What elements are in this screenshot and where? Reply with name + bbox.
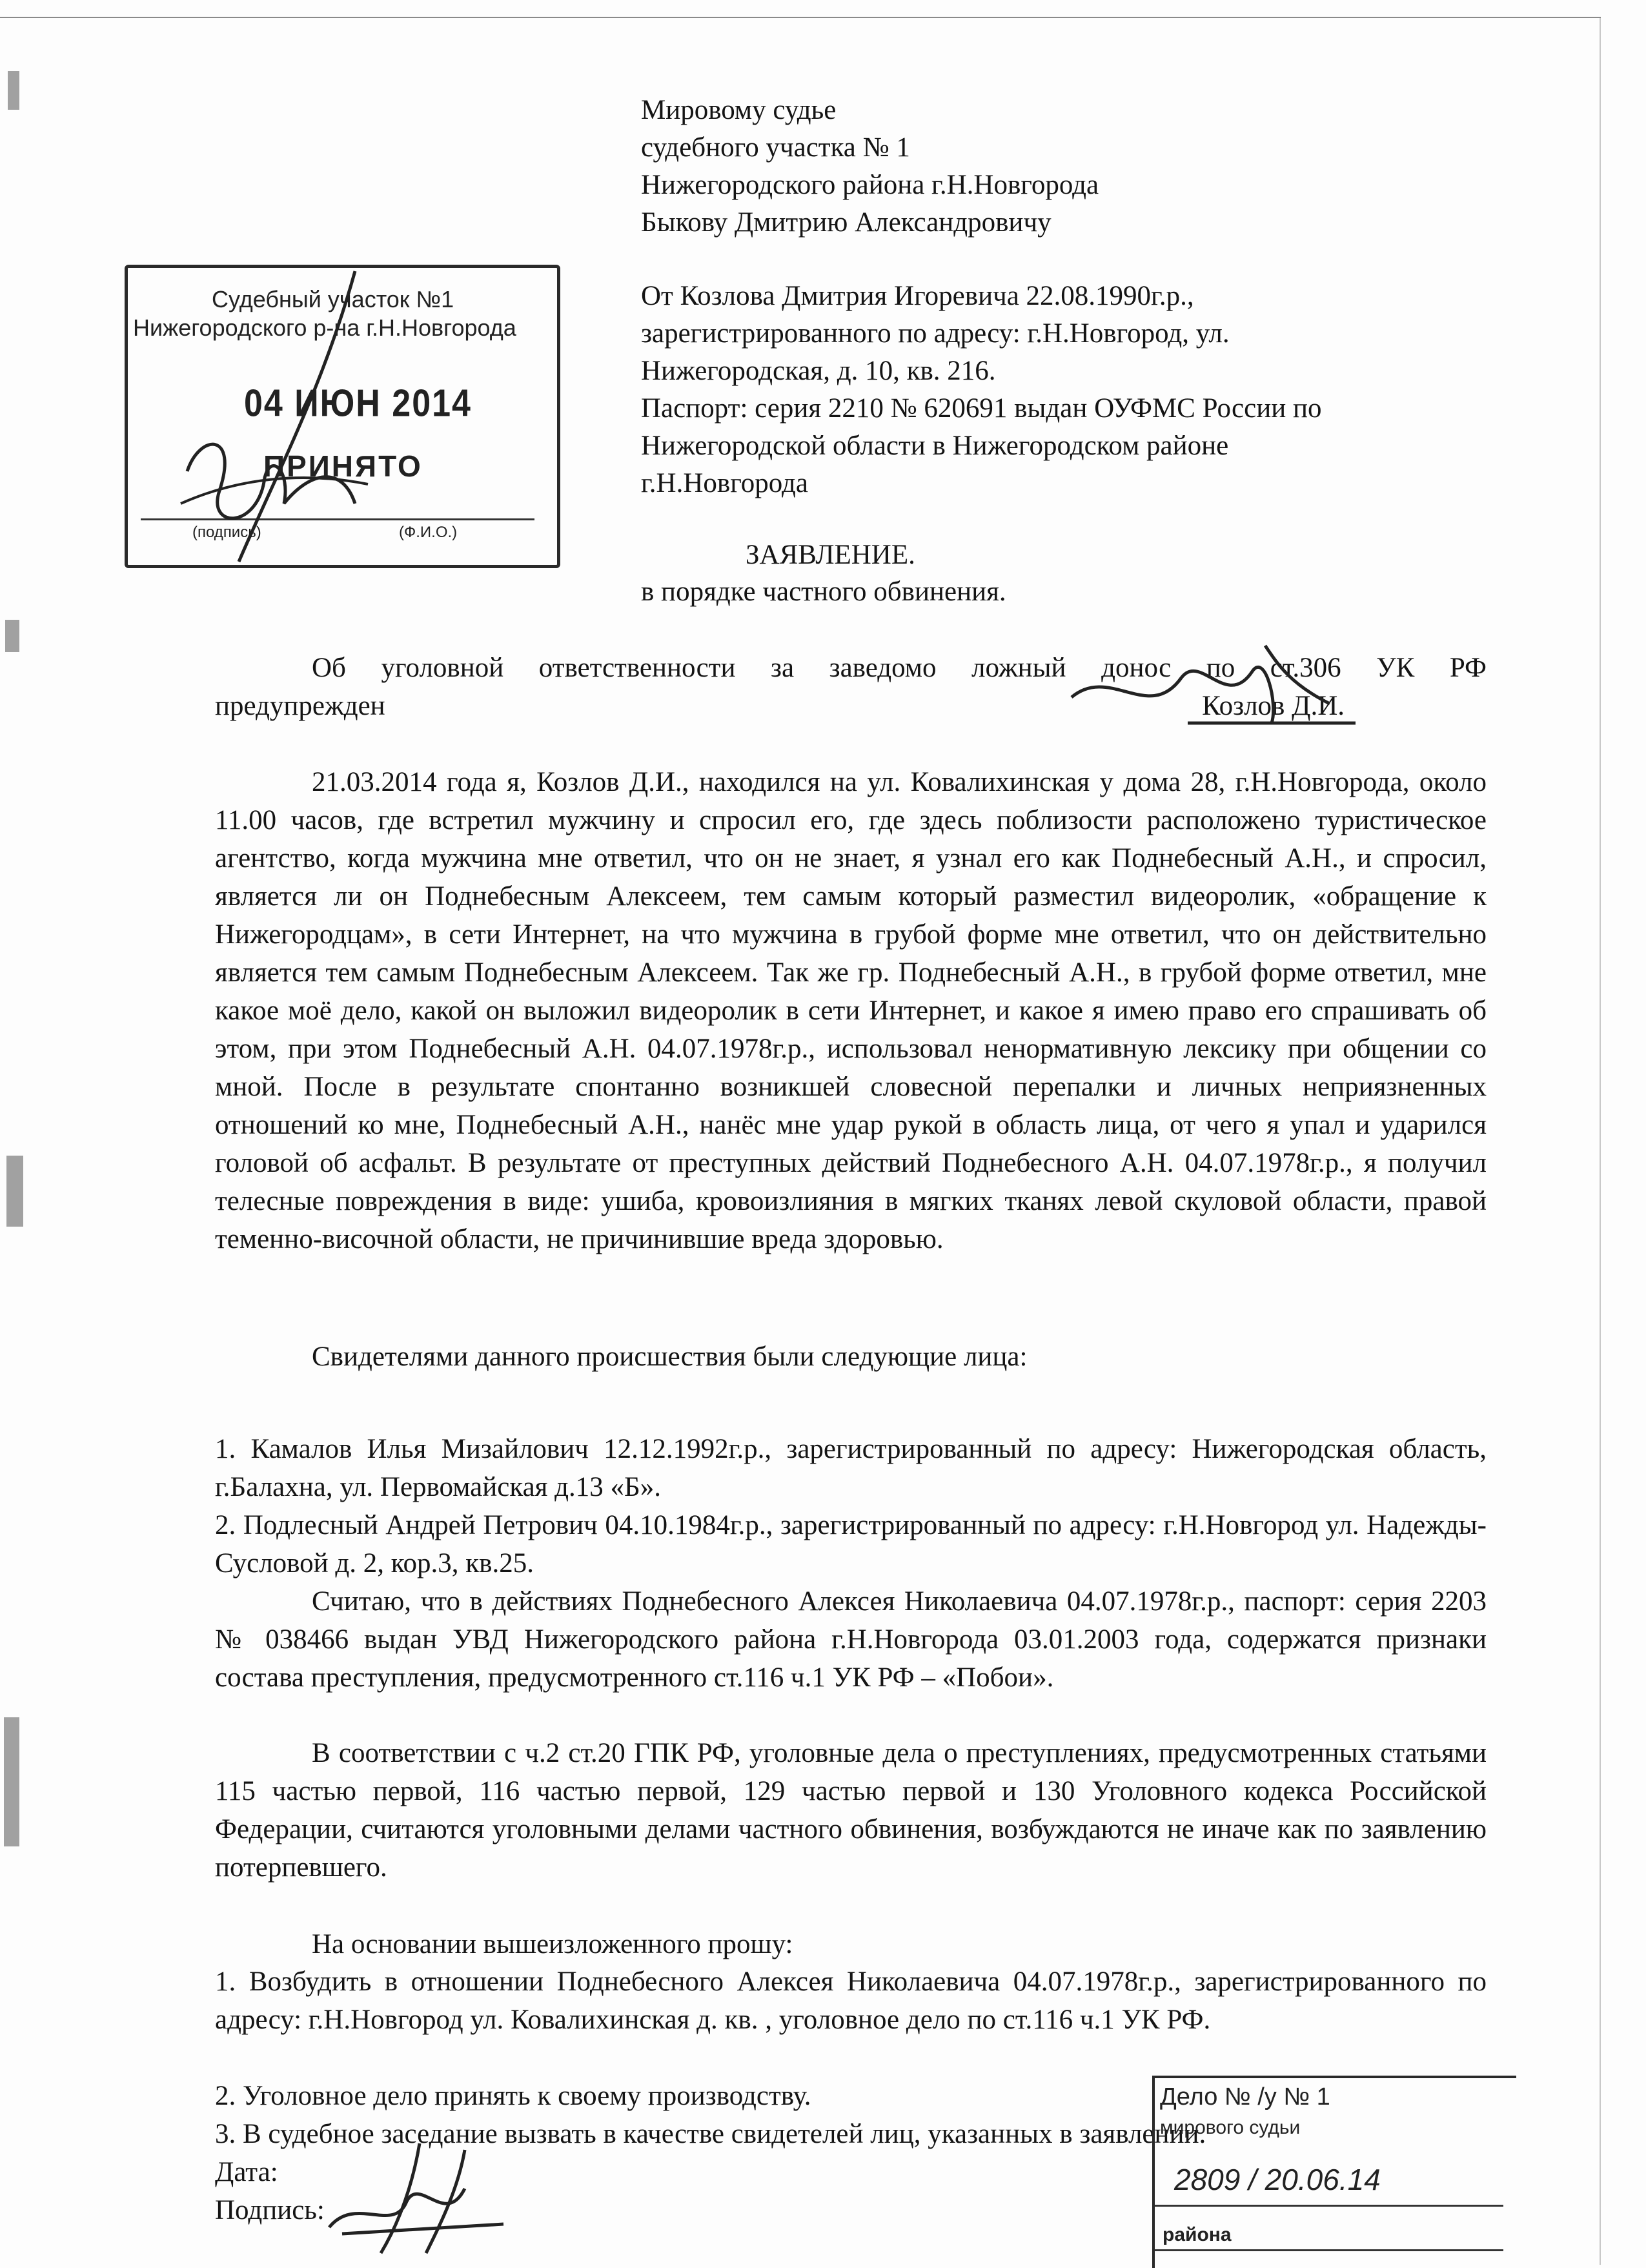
document-subtitle: в порядке частного обвинения. xyxy=(641,577,1006,607)
stamp-district-line: Нижегородского р-на г.Н.Новгорода xyxy=(133,314,516,341)
date-label: Дата: xyxy=(215,2157,278,2187)
consider-paragraph: Считаю, что в действиях Поднебесного Алексея Николаевича 04.07.1978г.р., паспорт: серия 2203 № 038466 выдан УВД Нижегородского района г.Н.Новгорода 03.01.2003 года, содержатся признаки состава преступления, предусмотренного ст.116 ч.1 УК РФ – «Побои». xyxy=(215,1586,1487,1693)
scan-speck xyxy=(8,71,19,110)
applicant-signature-2 xyxy=(303,2130,536,2260)
applicant-line: От Козлова Дмитрия Игоревича 22.08.1990г.р., xyxy=(641,281,1194,311)
request-item: 1. Возбудить в отношении Поднебесного Алексея Николаевича 04.07.1978г.р., зарегистрированного по адресу: г.Н.Новгород ул. Ковалихинская д. кв. , уголовное дело по ст.116 ч.1 УК РФ. xyxy=(215,1967,1487,2035)
case-stamp-number-line: Дело № /у № 1 xyxy=(1160,2083,1330,2110)
stamp-signature-scribble xyxy=(161,258,484,594)
applicant-line: Паспорт: серия 2210 № 620691 выдан ОУФМС России по xyxy=(641,393,1322,424)
applicant-line: Нижегородской области в Нижегородском районе xyxy=(641,431,1229,461)
accordance-paragraph: В соответствии с ч.2 ст.20 ГПК РФ, уголовные дела о преступлениях, предусмотренных статьями 115 частью первой, 116 частью первой, 129 частью первой и 130 Уголовного кодекса Российской Федерации, считаются уголовными делами частного обвинения, возбуждаются не иначе как по заявлению потерпевшего. xyxy=(215,1738,1487,1883)
applicant-line: г.Н.Новгорода xyxy=(641,468,808,498)
warning-signer: Козлов Д.И. xyxy=(1202,691,1345,721)
addressee-line: Быкову Дмитрию Александровичу xyxy=(641,207,1052,238)
witnesses-intro: Свидетелями данного происшествия были следующие лица: xyxy=(312,1342,1028,1372)
applicant-signature-1 xyxy=(1059,626,1368,742)
addressee-line: Нижегородского района г.Н.Новгорода xyxy=(641,170,1099,200)
applicant-line: Нижегородская, д. 10, кв. 216. xyxy=(641,356,996,386)
case-stamp-registration: 2809 / 20.06.14 xyxy=(1174,2163,1381,2196)
request-intro: На основании вышеизложенного прошу: xyxy=(312,1929,793,1959)
scan-right-edge xyxy=(1600,18,1601,2265)
signature-label: Подпись: xyxy=(215,2195,325,2225)
applicant-line: зарегистрированного по адресу: г.Н.Новгород, ул. xyxy=(641,318,1230,349)
addressee-block xyxy=(641,92,1099,241)
stamp-date: 04 ИЮН 2014 xyxy=(244,382,472,425)
stamp-status: ПРИНЯТО xyxy=(263,449,423,483)
applicant-block xyxy=(641,278,1493,502)
case-stamp-rule xyxy=(1155,2249,1503,2251)
stamp-court-line: Судебный участок №1 xyxy=(212,286,454,312)
warning-left: предупрежден xyxy=(215,691,385,721)
document-title: ЗАЯВЛЕНИЕ. xyxy=(746,540,915,570)
case-stamp-judge-line: мирового судьи xyxy=(1160,2117,1301,2138)
witness-item: 2. Подлесный Андрей Петрович 04.10.1984г.р., зарегистрированный по адресу: г.Н.Новгород ул. Надежды-Сусловой д. 2, кор.3, кв.25. xyxy=(215,1510,1487,1578)
addressee-line: судебного участка № 1 xyxy=(641,132,910,163)
scan-speck xyxy=(6,1156,23,1227)
scan-speck xyxy=(5,620,19,652)
case-stamp-district: района xyxy=(1163,2224,1232,2245)
addressee-line: Мировому судье xyxy=(641,95,837,125)
request-item: 2. Уголовное дело принять к своему производству. xyxy=(215,2081,811,2111)
stamp-name-label: (Ф.И.О.) xyxy=(399,524,458,541)
case-stamp-rule xyxy=(1155,2205,1503,2207)
scan-speck xyxy=(4,1717,19,1846)
scan-top-edge xyxy=(0,17,1601,18)
warning-text: Об уголовной ответственности за заведомо ложный донос по ст.306 УК РФ xyxy=(312,653,1487,683)
witness-item: 1. Камалов Илья Мизайлович 12.12.1992г.р., зарегистрированный по адресу: Нижегородская область, г.Балахна, ул. Первомайская д.13 «Б». xyxy=(215,1434,1487,1502)
stamp-signature-label: (подпись) xyxy=(192,524,261,541)
request-item: 3. В судебное заседание вызвать в качестве свидетелей лиц, указанных в заявлении. xyxy=(215,2119,1206,2149)
incident-paragraph: 21.03.2014 года я, Козлов Д.И., находился на ул. Ковалихинская у дома 28, г.Н.Новгорода, около 11.00 часов, где встретил мужчину и спросил его, где здесь поблизости расположено туристическое агентство, когда мужчина мне ответил, что он не знает, я узнал его как Поднебесный А.Н., и спросил, является ли он Поднебесным Алексеем, тем самым который разместил видеоролик, «обращение к Нижегородцам», в сети Интернет, на что мужчина в грубой форме мне ответил, что он действительно является тем самым Поднебесным Алексеем. Так же гр. Поднебесный А.Н., в грубой форме ответил, мне какое моё дело, какой он выложил видеоролик в сети Интернет, и какое я имею право его спрашивать об этом, при этом Поднебесный А.Н. 04.07.1978г.р., использовал ненормативную лексику при общении со мной. После в результате спонтанно возникшей словесной перепалки и личных неприязненных отношений ко мне, Поднебесный А.Н., нанёс мне удар рукой в область лица, от чего я упал и ударился головой об асфальт. В результате от преступных действий Поднебесного А.Н. 04.07.1978г.р., я получил телесные повреждения в виде: ушиба, кровоизлияния в мягких тканях левой скуловой области, правой теменно-височной области, не причинившие вреда здоровью. xyxy=(215,767,1487,1254)
case-registration-stamp xyxy=(1152,2076,1516,2268)
